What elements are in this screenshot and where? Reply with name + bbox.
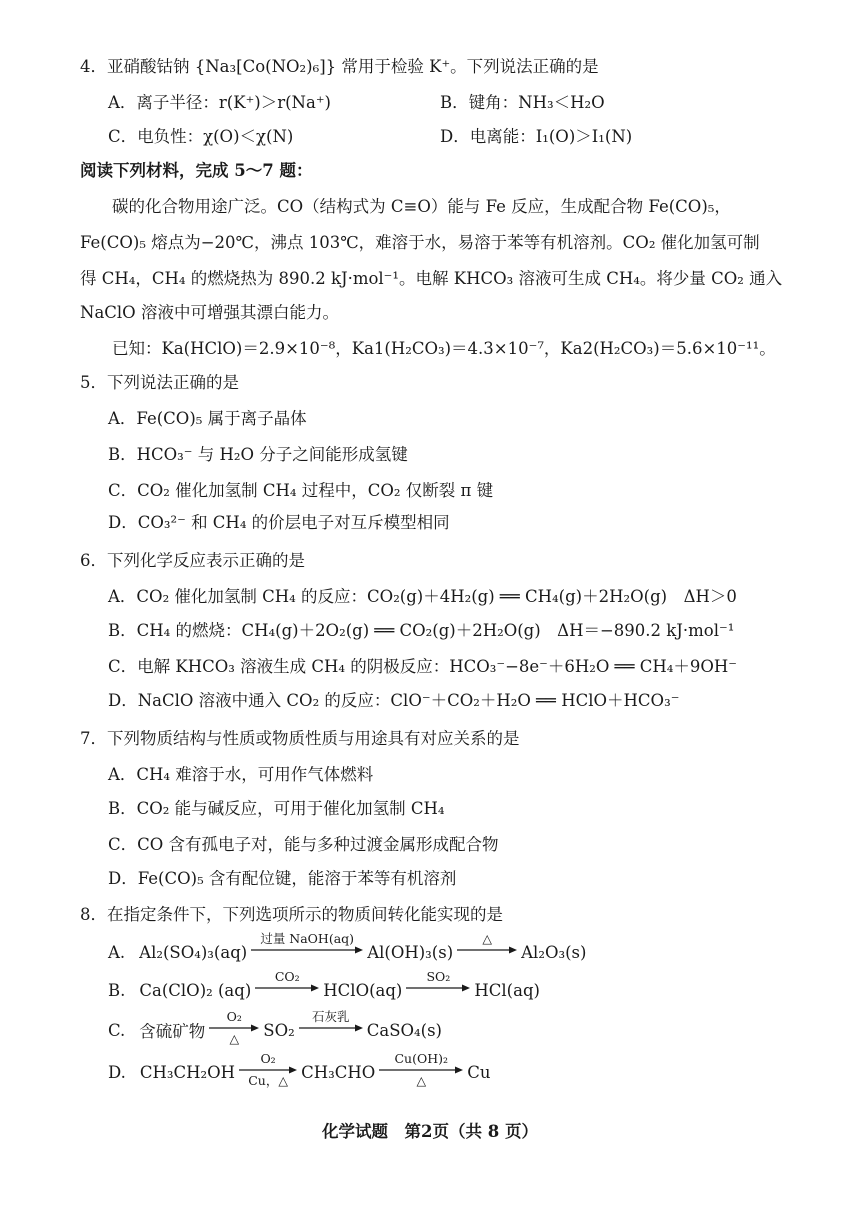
- q8-d-cond-1: O₂: [260, 1051, 276, 1066]
- q8-c-arrow-1: [209, 1010, 259, 1046]
- q5-option-c: C．CO₂ 催化加氢制 CH₄ 过程中，CO₂ 仅断裂 π 键: [108, 481, 494, 500]
- q8-a-end: Al₂O₃(s): [521, 942, 587, 962]
- q4-stem: 4．亚硝酸钴钠 {Na₃[Co(NO₂)₆]} 常用于检验 K⁺。下列说法正确的是: [80, 57, 599, 76]
- q4-option-d: D．电离能：I₁(O)＞I₁(N): [440, 127, 633, 146]
- q8-option-b: [108, 969, 540, 1008]
- right-arrow-icon: [457, 946, 517, 954]
- q6-stem: 6．下列化学反应表示正确的是: [80, 551, 305, 570]
- q8-option-a: [108, 931, 587, 970]
- q8-b-end: HCl(aq): [474, 980, 540, 1000]
- q8-d-end: Cu: [467, 1062, 491, 1082]
- right-arrow-icon: [406, 984, 470, 992]
- q6-option-b: B．CH₄ 的燃烧：CH₄(g)＋2O₂(g) ══ CO₂(g)＋2H₂O(g) ΔH＝−890.2 kJ·mol⁻¹: [108, 621, 735, 640]
- q8-d-cond-2-below: △: [416, 1073, 427, 1088]
- reading-line-1: 碳的化合物用途广泛。CO（结构式为 C≡O）能与 Fe 反应，生成配合物 Fe(CO)₅，: [112, 197, 731, 216]
- q7-option-d: D．Fe(CO)₅ 含有配位键，能溶于苯等有机溶剂: [108, 869, 457, 888]
- q8-a-middle: Al(OH)₃(s): [367, 942, 454, 962]
- q8-b-arrow-2: [406, 970, 470, 1006]
- q8-stem: 8．在指定条件下，下列选项所示的物质间转化能实现的是: [80, 905, 503, 924]
- q8-d-cond-1-below: Cu，△: [248, 1073, 288, 1088]
- reading-line-4: NaClO 溶液中可增强其漂白能力。: [80, 303, 339, 322]
- q8-d-label: D.: [108, 1062, 126, 1082]
- q8-c-cond-1-below: △: [229, 1031, 240, 1046]
- q8-c-start: 含硫矿物: [139, 1022, 206, 1041]
- q8-d-arrow-1: [239, 1052, 297, 1088]
- q8-c-label: C.: [108, 1020, 126, 1040]
- q8-d-start: CH₃CH₂OH: [139, 1062, 236, 1082]
- q5-stem: 5．下列说法正确的是: [80, 373, 239, 392]
- q8-d-middle: CH₃CHO: [301, 1062, 376, 1082]
- q8-option-d: [108, 1051, 491, 1090]
- q4-option-c: C．电负性：χ(O)＜χ(N): [108, 127, 294, 146]
- q4-option-b: B．键角：NH₃＜H₂O: [440, 93, 605, 112]
- right-arrow-icon: [255, 984, 319, 992]
- right-arrow-icon: [299, 1024, 363, 1032]
- q8-c-end: CaSO₄(s): [366, 1020, 442, 1040]
- q8-a-arrow-1: [251, 932, 363, 968]
- q5-option-d: D．CO₃²⁻ 和 CH₄ 的价层电子对互斥模型相同: [108, 513, 450, 532]
- q8-c-cond-1: O₂: [226, 1009, 242, 1024]
- q7-stem: 7．下列物质结构与性质或物质性质与用途具有对应关系的是: [80, 729, 520, 748]
- q8-d-cond-2: Cu(OH)₂: [394, 1051, 449, 1066]
- q6-option-d: D．NaClO 溶液中通入 CO₂ 的反应：ClO⁻＋CO₂＋H₂O ══ HClO＋HCO₃⁻: [108, 691, 680, 710]
- page-footer: 化学试题 第2页（共 8 页）: [322, 1122, 538, 1141]
- reading-known-constants: 已知：Ka(HClO)＝2.9×10⁻⁸，Ka1(H₂CO₃)＝4.3×10⁻⁷，Ka2(H₂CO₃)＝5.6×10⁻¹¹。: [112, 339, 776, 358]
- q8-b-cond-2: SO₂: [426, 969, 451, 984]
- q4-option-a: A．离子半径：r(K⁺)＞r(Na⁺): [108, 93, 331, 112]
- q8-d-arrow-2: [379, 1052, 463, 1088]
- q8-a-label: A.: [108, 942, 126, 962]
- q8-a-cond-2: △: [482, 931, 492, 946]
- q8-b-middle: HClO(aq): [323, 980, 403, 1000]
- q7-option-a: A．CH₄ 难溶于水，可用作气体燃料: [108, 765, 374, 784]
- q8-b-label: B.: [108, 980, 126, 1000]
- q7-option-c: C．CO 含有孤电子对，能与多种过渡金属形成配合物: [108, 835, 499, 854]
- q6-option-c: C．电解 KHCO₃ 溶液生成 CH₄ 的阴极反应：HCO₃⁻−8e⁻＋6H₂O ══ CH₄＋9OH⁻: [108, 657, 738, 676]
- reading-line-3: 得 CH₄，CH₄ 的燃烧热为 890.2 kJ·mol⁻¹。电解 KHCO₃ 溶液可生成 CH₄。将少量 CO₂ 通入: [80, 269, 783, 288]
- reading-heading: 阅读下列材料，完成 5～7 题：: [80, 161, 313, 180]
- q5-option-a: A．Fe(CO)₅ 属于离子晶体: [108, 409, 307, 428]
- q8-c-cond-2: 石灰乳: [311, 1009, 350, 1024]
- q6-option-a: A．CO₂ 催化加氢制 CH₄ 的反应：CO₂(g)＋4H₂(g) ══ CH₄(g)＋2H₂O(g) ΔH＞0: [108, 587, 737, 606]
- q8-c-arrow-2: [299, 1010, 363, 1046]
- right-arrow-icon: [251, 946, 363, 954]
- q7-option-b: B．CO₂ 能与碱反应，可用于催化加氢制 CH₄: [108, 799, 445, 818]
- q5-option-b: B．HCO₃⁻ 与 H₂O 分子之间能形成氢键: [108, 445, 408, 464]
- q8-a-arrow-2: [457, 932, 517, 968]
- q8-option-c: [108, 1009, 442, 1048]
- q8-c-middle: SO₂: [263, 1020, 295, 1040]
- q8-b-start: Ca(ClO)₂ (aq): [139, 980, 252, 1000]
- q8-a-start: Al₂(SO₄)₃(aq): [139, 942, 248, 962]
- q8-a-cond-1: 过量 NaOH(aq): [260, 931, 355, 946]
- q8-b-arrow-1: [255, 970, 319, 1006]
- reading-line-2: Fe(CO)₅ 熔点为−20℃，沸点 103℃，难溶于水，易溶于苯等有机溶剂。CO₂ 催化加氢可制: [80, 233, 760, 252]
- q8-b-cond-1: CO₂: [274, 969, 300, 984]
